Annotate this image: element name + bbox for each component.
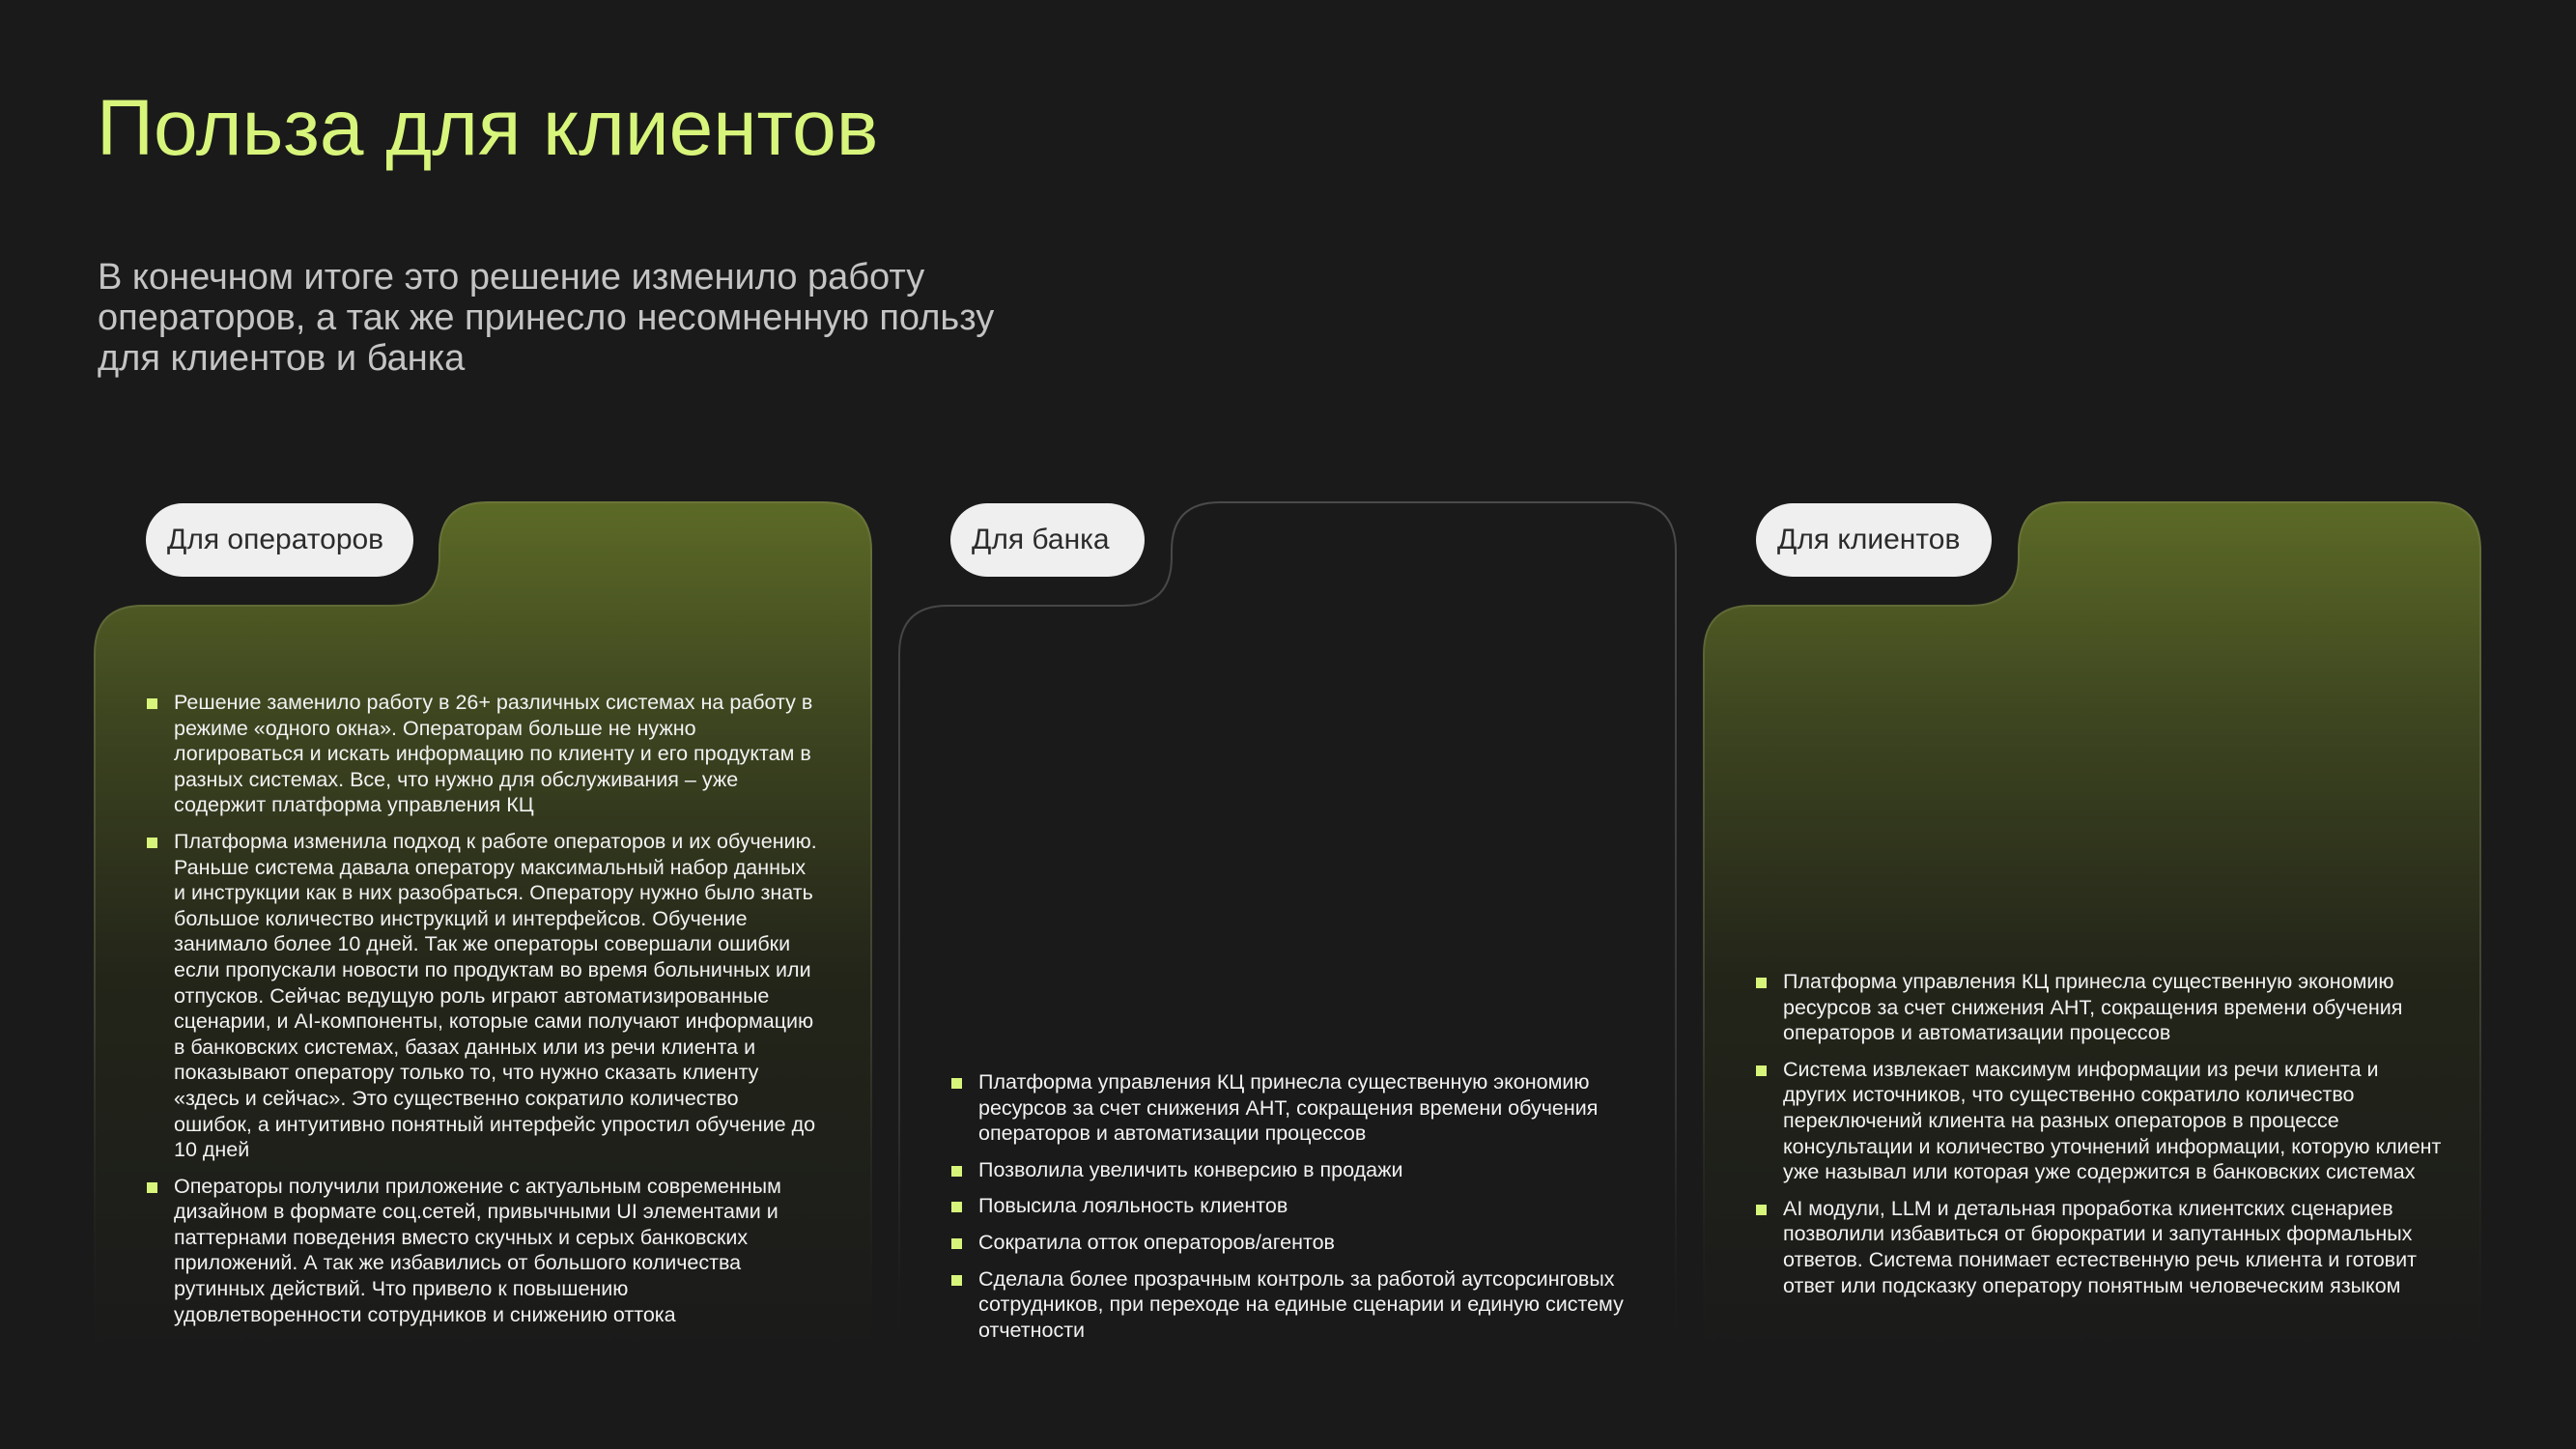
- bullet-marker-icon: [147, 838, 157, 848]
- list-item: Решение заменило работу в 26+ различных системах на работу в режиме «одного окна». Операторам больше не нужно логироваться и искать информацию по клиенту и его продуктам в разных системах. Все, что нужно для обслуживания – уже содержит платформа управления КЦ: [146, 690, 817, 818]
- list-item: Платформа управления КЦ принесла существенную экономию ресурсов за счет снижения АНТ, сокращения времени обучения операторов и автоматизации процессов: [950, 1069, 1636, 1147]
- card-operators-label: Для операторов: [146, 503, 413, 577]
- card-bank-list: [950, 1069, 1636, 1343]
- card-clients-label: Для клиентов: [1756, 503, 1992, 577]
- list-item: Сделала более прозрачным контроль за работой аутсорсинговых сотрудников, при переходе на единые сценарии и единую систему отчетности: [950, 1266, 1636, 1344]
- list-item: AI модули, LLM и детальная проработка клиентских сценариев позволили избавиться от бюрократии и запутанных формальных ответов. Система понимает естественную речь клиента и готовит ответ или подсказку оператору понятным человеческим языком: [1755, 1196, 2446, 1298]
- bullet-marker-icon: [951, 1078, 962, 1089]
- bullet-marker-icon: [1756, 978, 1767, 988]
- bullet-marker-icon: [1756, 1065, 1767, 1076]
- card-operators-list: [146, 690, 817, 1327]
- list-item: Позволила увеличить конверсию в продажи: [950, 1157, 1636, 1183]
- list-item: Платформа управления КЦ принесла существенную экономию ресурсов за счет снижения АНТ, сокращения времени обучения операторов и автоматизации процессов: [1755, 969, 2446, 1046]
- list-item: Повысила лояльность клиентов: [950, 1193, 1636, 1219]
- list-item: Платформа изменила подход к работе операторов и их обучению. Раньше система давала оператору максимальный набор данных и инструкции как в них разобраться. Оператору нужно было знать большое количество инструкций и интерфейсов. Обучение занимало более 10 дней. Так же операторы совершали ошибки если пропускали новости по продуктам во время больничных или отпусков. Сейчас ведущую роль играют автоматизированные сценарии, и AI-компоненты, которые сами получают информацию в банковских системах, базах данных или из речи клиента и показывают оператору только то, что нужно сказать клиенту «здесь и сейчас». Это существенно сократило количество ошибок, а интуитивно понятный интерфейс упростил обучение до 10 дней: [146, 829, 817, 1163]
- bullet-marker-icon: [951, 1275, 962, 1286]
- bullet-marker-icon: [951, 1166, 962, 1177]
- bullet-marker-icon: [951, 1238, 962, 1249]
- list-item: Система извлекает максимум информации из речи клиента и других источников, что существенно сократило количество переключений клиента на разных операторов в процессе консультации и количество уточнений информации, которую клиент уже называл или которая уже содержится в банковских системах: [1755, 1057, 2446, 1185]
- bullet-marker-icon: [951, 1202, 962, 1212]
- page-subtitle: В конечном итоге это решение изменило работу операторов, а так же принесло несомненную пользу для клиентов и банка: [98, 257, 995, 379]
- card-bank-label: Для банка: [950, 503, 1145, 577]
- card-clients-list: [1755, 969, 2446, 1298]
- list-item: Сократила отток операторов/агентов: [950, 1230, 1636, 1256]
- page-title: Польза для клиентов: [97, 84, 879, 172]
- bullet-marker-icon: [1756, 1205, 1767, 1215]
- list-item: Операторы получили приложение с актуальным современным дизайном в формате соц.сетей, привычными UI элементами и паттернами поведения вместо скучных и серых банковских приложений. А так же избавились от большого количества рутинных действий. Что привело к повышению удовлетворенности сотрудников и снижению оттока: [146, 1174, 817, 1328]
- bullet-marker-icon: [147, 698, 157, 709]
- bullet-marker-icon: [147, 1182, 157, 1193]
